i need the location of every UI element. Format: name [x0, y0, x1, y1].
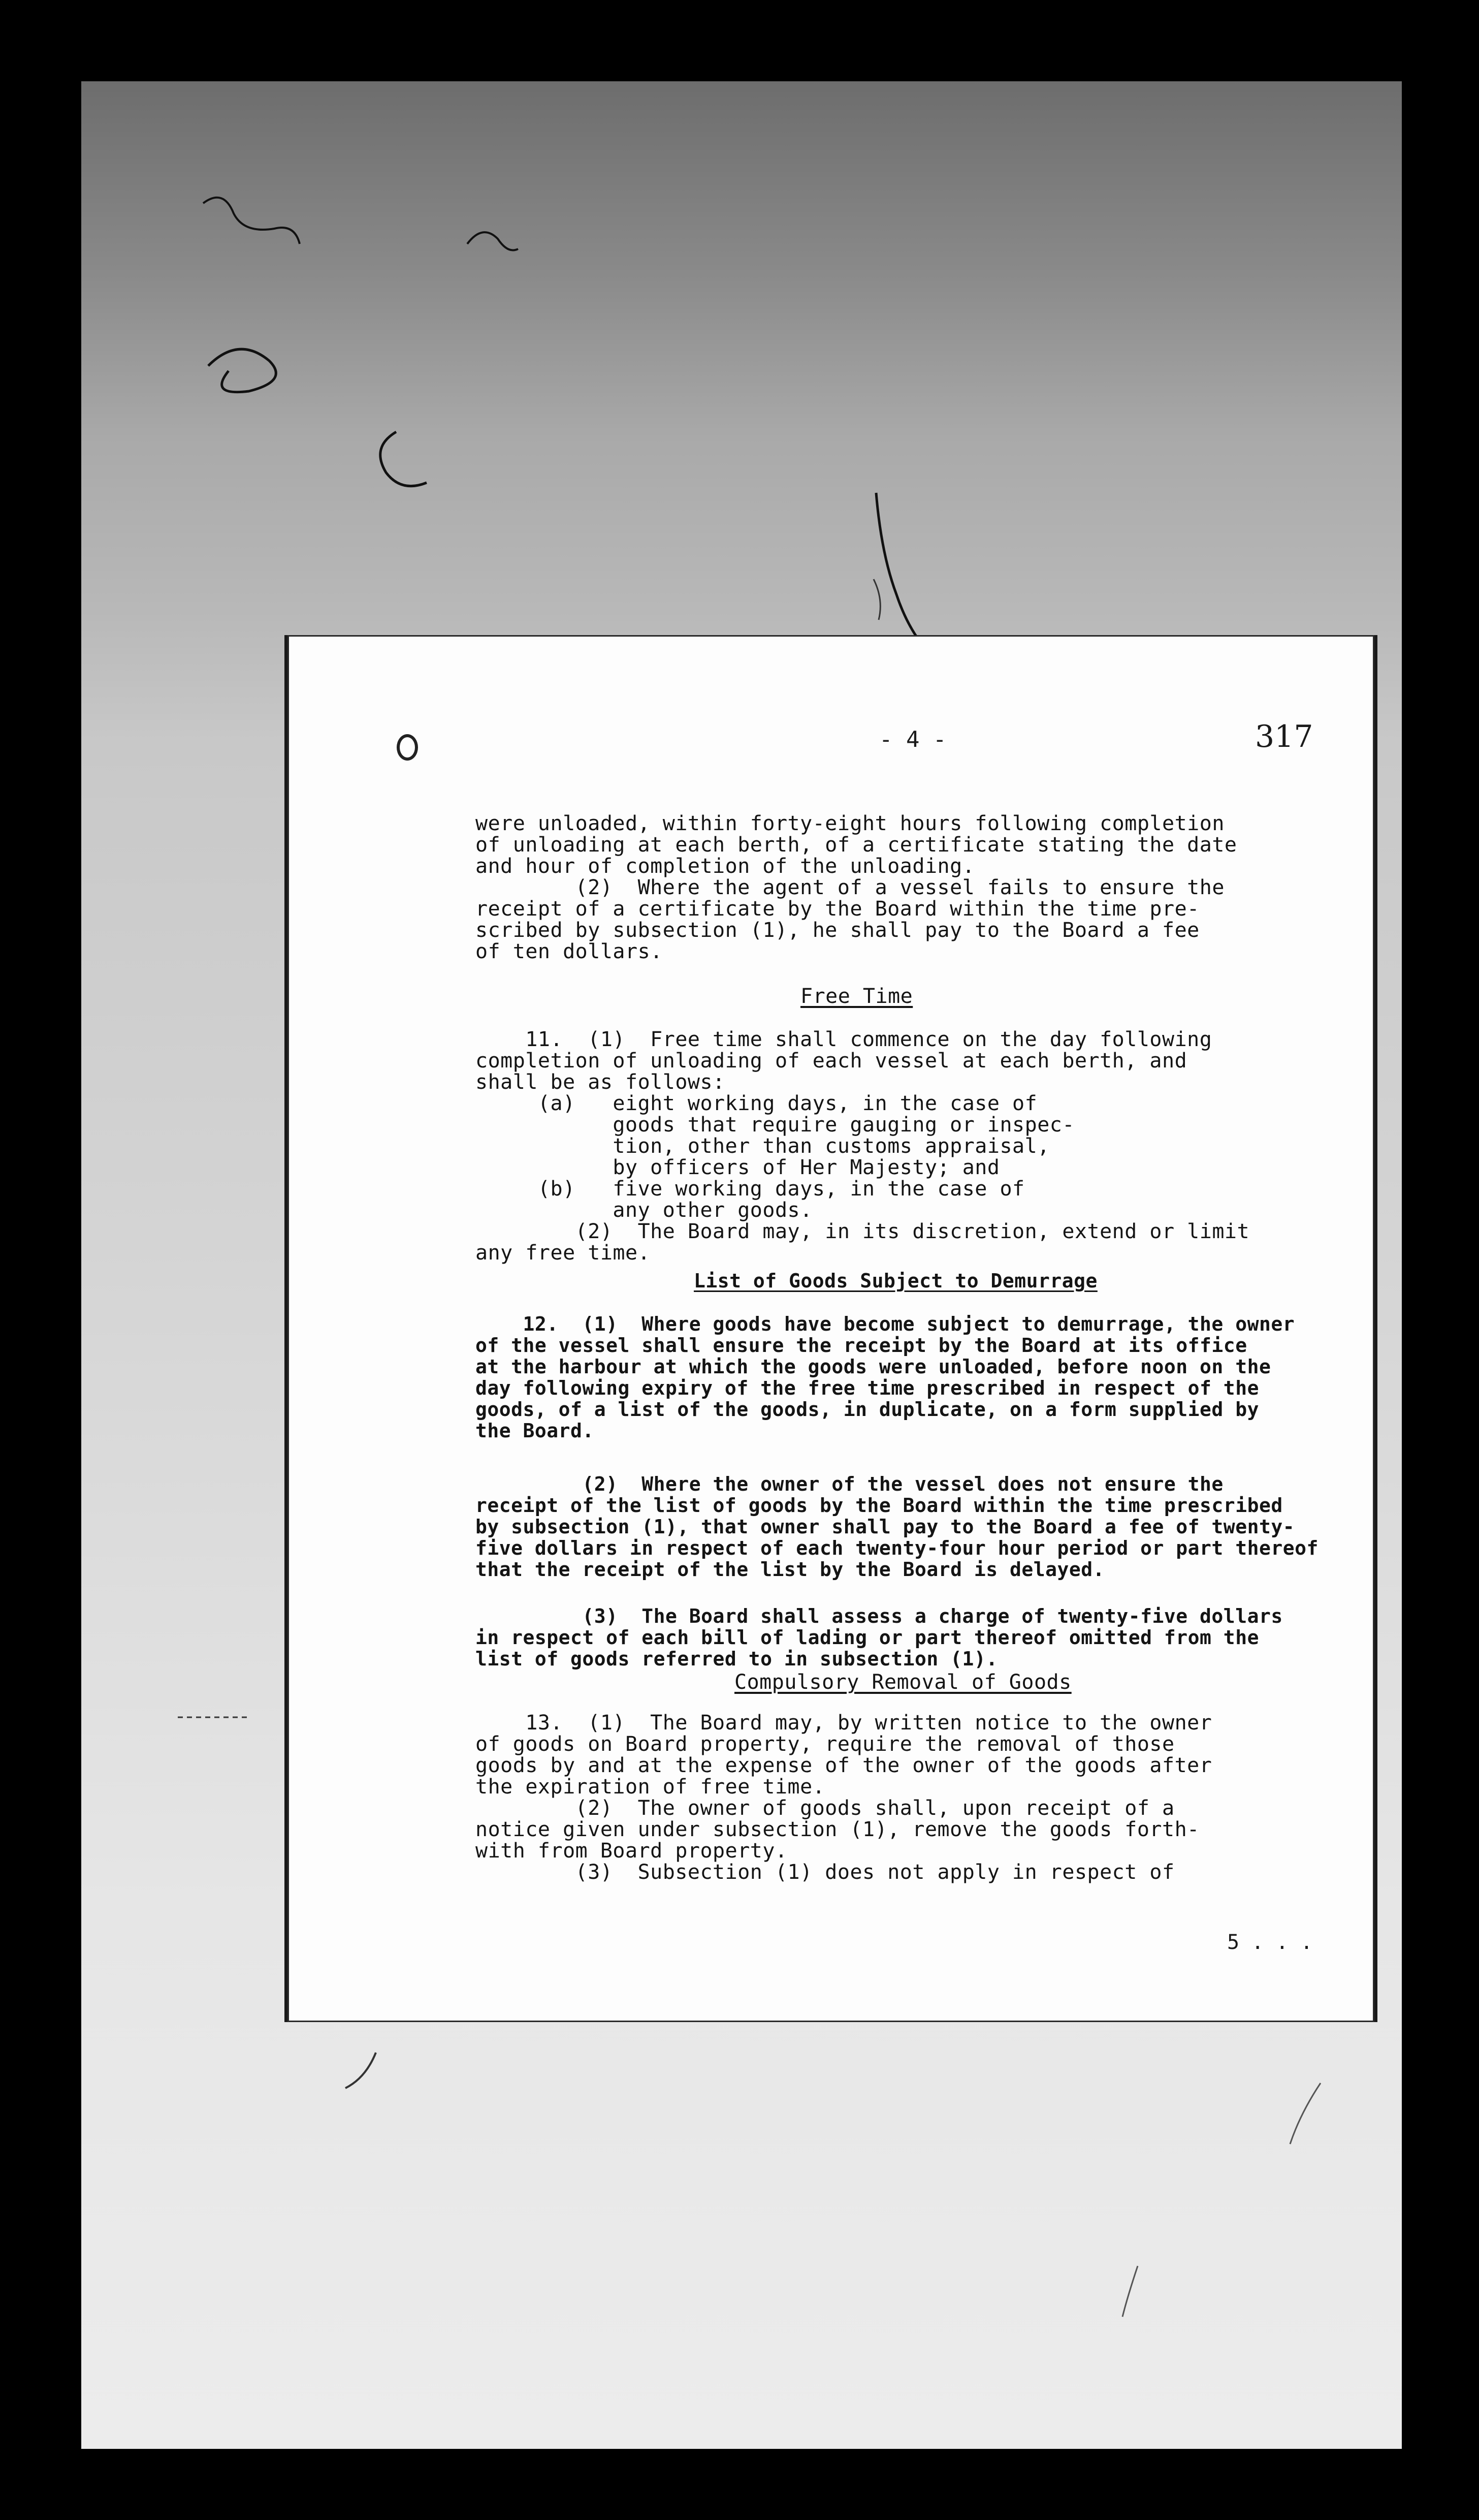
- punch-hole-mark: [397, 734, 418, 761]
- text-line: the expiration of free time.: [475, 1775, 825, 1799]
- text-line: 11. (1) Free time shall commence on the day following: [475, 1028, 1212, 1051]
- text-line: goods, of a list of the goods, in duplicate, on a form supplied by: [475, 1398, 1259, 1421]
- text-line: of the vessel shall ensure the receipt by the Board at its office: [475, 1334, 1247, 1357]
- text-line: list of goods referred to in subsection (1).: [475, 1648, 998, 1670]
- text-line: and hour of completion of the unloading.: [475, 855, 975, 878]
- heading-list-of-goods: List of Goods Subject to Demurrage: [694, 1270, 1098, 1292]
- text-line: any other goods.: [475, 1199, 813, 1222]
- text-line: (a) eight working days, in the case of: [475, 1092, 1038, 1115]
- heading-compulsory-removal: Compulsory Removal of Goods: [734, 1671, 1072, 1694]
- text-line: receipt of the list of goods by the Board within the time prescribed: [475, 1494, 1283, 1517]
- text-line: scribed by subsection (1), he shall pay to the Board a fee: [475, 919, 1200, 942]
- text-line: tion, other than customs appraisal,: [475, 1135, 1050, 1158]
- text-line: (2) Where the owner of the vessel does not ensure the: [475, 1473, 1224, 1495]
- text-line: (3) Subsection (1) does not apply in respect of: [475, 1861, 1175, 1884]
- text-line: of goods on Board property, require the removal of those: [475, 1732, 1175, 1756]
- text-line: five dollars in respect of each twenty-four hour period or part thereof: [475, 1537, 1319, 1559]
- text-line: goods by and at the expense of the owner of the goods after: [475, 1754, 1212, 1777]
- page-marker: - 4 -: [879, 727, 947, 752]
- text-line: of unloading at each berth, of a certificate stating the date: [475, 833, 1237, 857]
- text-line: (2) The Board may, in its discretion, extend or limit: [475, 1220, 1250, 1243]
- text-line: 12. (1) Where goods have become subject to demurrage, the owner: [475, 1313, 1295, 1335]
- text-line: with from Board property.: [475, 1839, 788, 1863]
- text-line: shall be as follows:: [475, 1070, 725, 1094]
- text-line: at the harbour at which the goods were unloaded, before noon on the: [475, 1356, 1271, 1378]
- text-line: by officers of Her Majesty; and: [475, 1156, 1000, 1179]
- text-line: receipt of a certificate by the Board within the time pre-: [475, 897, 1200, 921]
- archive-page-number: 317: [1255, 719, 1313, 754]
- text-line: goods that require gauging or inspec-: [475, 1113, 1075, 1137]
- continuation-marker: 5 . . .: [1227, 1931, 1313, 1954]
- text-line: (3) The Board shall assess a charge of twenty-five dollars: [475, 1605, 1283, 1627]
- document-page: [284, 635, 1377, 2022]
- text-line: by subsection (1), that owner shall pay to the Board a fee of twenty-: [475, 1516, 1295, 1538]
- text-line: day following expiry of the free time prescribed in respect of the: [475, 1377, 1259, 1399]
- text-line: in respect of each bill of lading or part thereof omitted from the: [475, 1626, 1259, 1649]
- text-line: that the receipt of the list by the Board is delayed.: [475, 1558, 1105, 1581]
- text-line: of ten dollars.: [475, 940, 663, 963]
- text-line: the Board.: [475, 1420, 594, 1442]
- text-line: notice given under subsection (1), remove the goods forth-: [475, 1818, 1200, 1841]
- text-line: (2) Where the agent of a vessel fails to ensure the: [475, 876, 1225, 899]
- text-line: 13. (1) The Board may, by written notice to the owner: [475, 1711, 1212, 1735]
- text-line: were unloaded, within forty-eight hours following completion: [475, 812, 1225, 835]
- text-line: completion of unloading of each vessel at each berth, and: [475, 1049, 1187, 1073]
- text-line: (2) The owner of goods shall, upon receipt of a: [475, 1797, 1175, 1820]
- microfilm-frame: [81, 81, 1402, 2449]
- heading-free-time: Free Time: [800, 985, 913, 1008]
- text-line: (b) five working days, in the case of: [475, 1177, 1025, 1201]
- text-line: any free time.: [475, 1241, 651, 1265]
